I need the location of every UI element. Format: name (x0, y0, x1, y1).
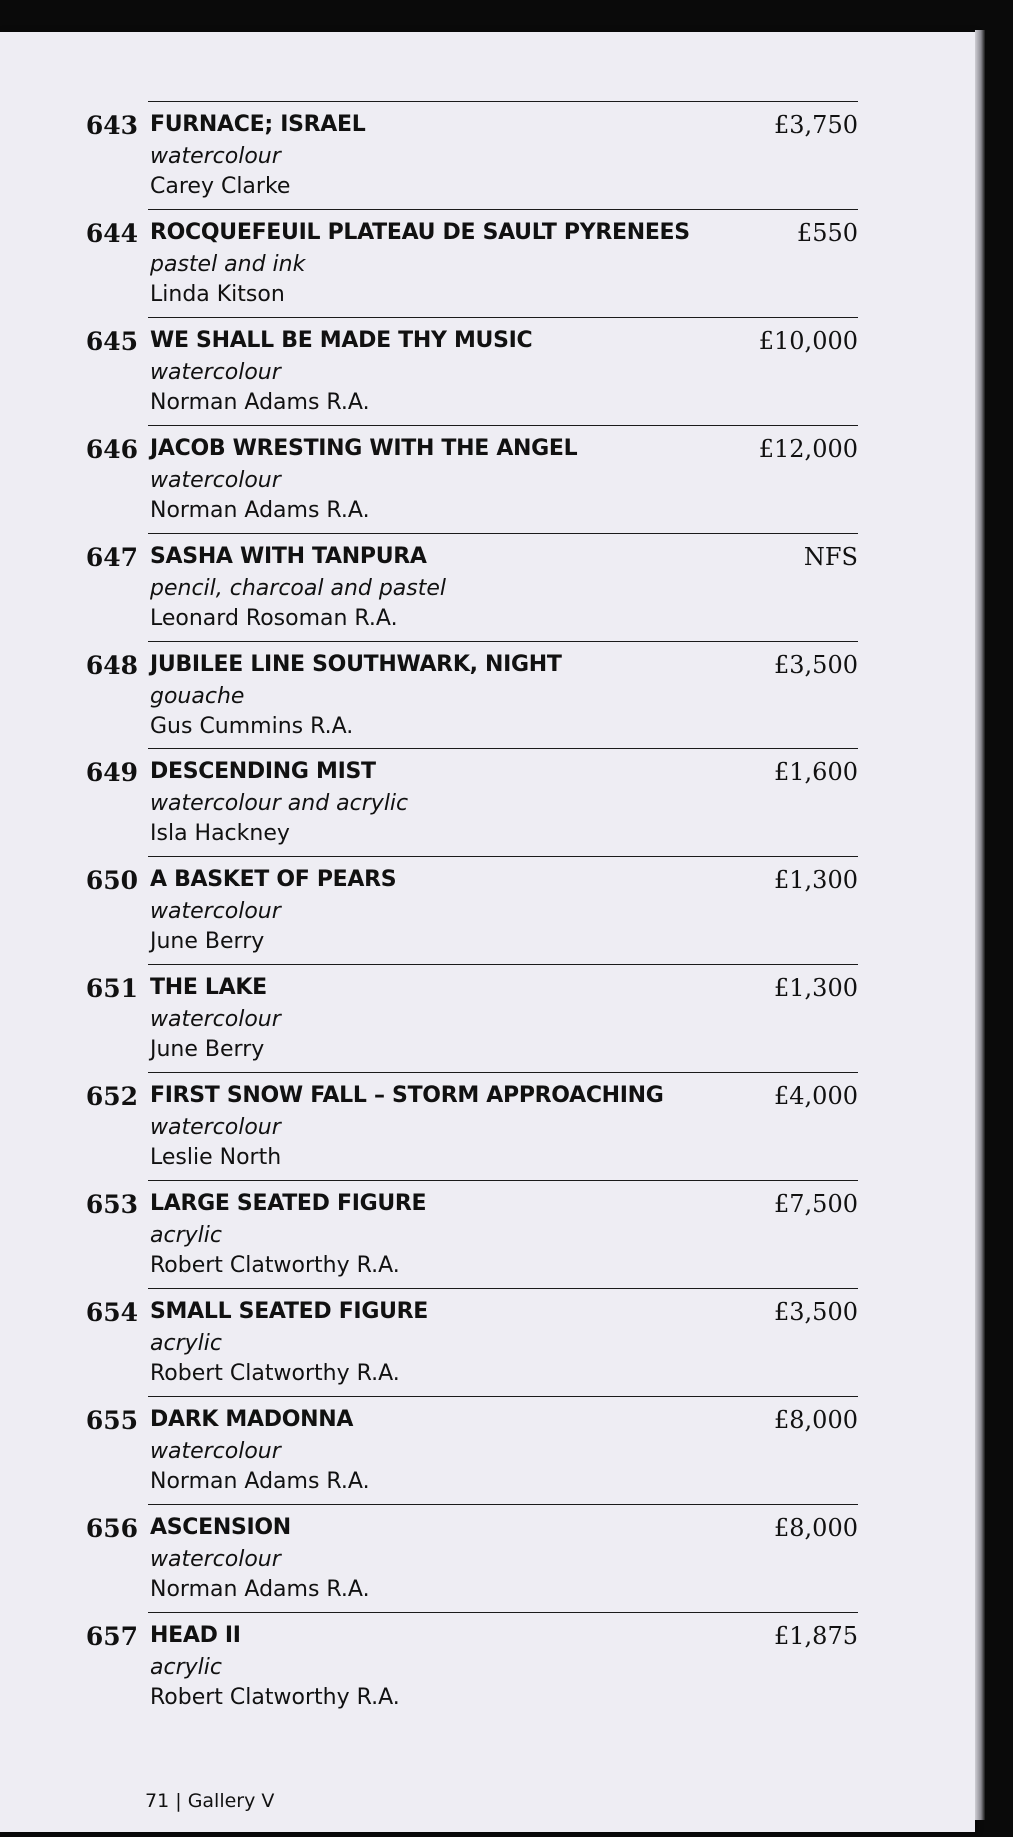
entry-title: SMALL SEATED FIGURE (150, 1298, 429, 1324)
entry-divider (148, 641, 858, 642)
entry-title: JUBILEE LINE SOUTHWARK, NIGHT (150, 651, 562, 677)
catalogue-entry (0, 425, 975, 533)
catalogue-page (0, 32, 975, 1832)
entry-medium: watercolour (150, 1438, 281, 1464)
entry-title: FIRST SNOW FALL – STORM APPROACHING (150, 1083, 664, 1109)
entry-number: 656 (85, 1513, 138, 1543)
catalogue-entry (0, 1612, 975, 1720)
entry-number: 648 (85, 650, 138, 680)
catalogue-entry (0, 641, 975, 749)
entry-divider (148, 533, 858, 534)
entry-title: HEAD II (150, 1622, 241, 1648)
entry-artist: Gus Cummins R.A. (150, 713, 354, 739)
entry-medium: watercolour (150, 1115, 281, 1141)
catalogue-entry (0, 209, 975, 317)
entry-number: 643 (85, 111, 138, 140)
entry-title: DESCENDING MIST (150, 759, 376, 785)
entry-artist: June Berry (150, 929, 265, 955)
entry-medium: gouache (150, 683, 245, 709)
catalogue-entry (0, 1396, 975, 1504)
entry-title: THE LAKE (150, 975, 267, 1001)
section-name: Gallery V (187, 1790, 275, 1812)
entry-divider (148, 1612, 858, 1613)
entry-price: £1,300 (774, 866, 858, 895)
entry-artist: Isla Hackney (150, 821, 290, 847)
catalogue-entry (0, 533, 975, 641)
entry-number: 644 (85, 218, 138, 248)
entry-price: £10,000 (758, 326, 858, 355)
entry-title: ASCENSION (150, 1514, 291, 1540)
entry-medium: pastel and ink (150, 251, 306, 277)
entry-divider (148, 101, 858, 102)
catalogue-entry (0, 1504, 975, 1612)
entry-divider (148, 856, 858, 857)
entry-medium: watercolour and acrylic (150, 791, 409, 817)
catalogue-entry (0, 1288, 975, 1396)
page-number: 71 (145, 1790, 170, 1812)
entry-price: £8,000 (774, 1405, 858, 1434)
entry-price: £8,000 (774, 1513, 858, 1542)
entry-number: 650 (85, 866, 138, 896)
entry-price: £3,500 (774, 650, 858, 679)
entry-artist: Norman Adams R.A. (150, 1576, 370, 1602)
entry-number: 646 (85, 434, 138, 464)
entry-artist: Leslie North (150, 1145, 282, 1171)
entry-price: £7,500 (774, 1190, 858, 1218)
entry-number: 649 (85, 758, 138, 788)
entry-artist: June Berry (150, 1037, 265, 1063)
entry-medium: watercolour (150, 144, 281, 169)
entry-price: NFS (803, 542, 858, 571)
entry-divider (148, 209, 858, 210)
entry-number: 647 (85, 542, 138, 572)
entry-medium: watercolour (150, 467, 281, 493)
entry-divider (148, 1504, 858, 1505)
entry-title: A BASKET OF PEARS (150, 867, 397, 893)
entry-medium: watercolour (150, 359, 281, 385)
entry-title: FURNACE; ISRAEL (150, 112, 366, 137)
entry-price: £1,600 (774, 758, 858, 787)
entry-artist: Carey Clarke (150, 174, 291, 199)
entry-artist: Norman Adams R.A. (150, 1468, 370, 1494)
entry-medium: acrylic (150, 1223, 222, 1248)
entry-artist: Robert Clatworthy R.A. (150, 1253, 400, 1278)
footer-separator: | (175, 1790, 182, 1812)
entry-divider (148, 1288, 858, 1289)
entry-artist: Linda Kitson (150, 281, 285, 307)
entry-number: 651 (85, 974, 138, 1004)
entry-number: 652 (85, 1082, 138, 1112)
page-footer (145, 1790, 274, 1812)
catalogue-entry (0, 317, 975, 425)
entry-title: ROCQUEFEUIL PLATEAU DE SAULT PYRENEES (150, 219, 690, 245)
entry-title: JACOB WRESTING WITH THE ANGEL (150, 435, 578, 461)
entry-divider (148, 1072, 858, 1073)
entry-title: DARK MADONNA (150, 1406, 354, 1432)
entry-medium: pencil, charcoal and pastel (150, 575, 447, 601)
entry-number: 653 (85, 1190, 138, 1219)
entry-price: £1,300 (774, 974, 858, 1003)
entry-price: £4,000 (774, 1082, 858, 1111)
entry-artist: Robert Clatworthy R.A. (150, 1684, 400, 1710)
entry-title: SASHA WITH TANPURA (150, 543, 427, 569)
entry-number: 654 (85, 1297, 138, 1327)
entry-medium: watercolour (150, 1546, 281, 1572)
entry-divider (148, 964, 858, 965)
catalogue-entry (0, 748, 975, 856)
page-edge (975, 30, 985, 1820)
entry-medium: watercolour (150, 899, 281, 925)
entry-divider (148, 1180, 858, 1181)
catalogue-entry (0, 856, 975, 964)
entry-title: LARGE SEATED FIGURE (150, 1191, 427, 1216)
entry-price: £550 (796, 218, 858, 247)
entry-artist: Robert Clatworthy R.A. (150, 1360, 400, 1386)
catalogue-entry (0, 1180, 975, 1288)
entry-price: £3,500 (774, 1297, 858, 1326)
entry-divider (148, 317, 858, 318)
catalogue-entry (0, 1072, 975, 1180)
entry-price: £12,000 (758, 434, 858, 463)
entry-artist: Leonard Rosoman R.A. (150, 605, 398, 631)
entry-medium: acrylic (150, 1330, 222, 1356)
entry-artist: Norman Adams R.A. (150, 389, 370, 415)
entry-number: 645 (85, 326, 138, 356)
entry-divider (148, 425, 858, 426)
entry-number: 655 (85, 1405, 138, 1435)
entry-title: WE SHALL BE MADE THY MUSIC (150, 327, 533, 353)
entry-medium: acrylic (150, 1654, 222, 1680)
entry-price: £1,875 (774, 1621, 858, 1650)
entry-price: £3,750 (774, 111, 858, 139)
entry-divider (148, 1396, 858, 1397)
entry-divider (148, 748, 858, 749)
entry-medium: watercolour (150, 1007, 281, 1033)
catalogue-entry (0, 101, 975, 209)
entry-number: 657 (85, 1621, 138, 1651)
entry-artist: Norman Adams R.A. (150, 497, 370, 523)
catalogue-entry (0, 964, 975, 1072)
